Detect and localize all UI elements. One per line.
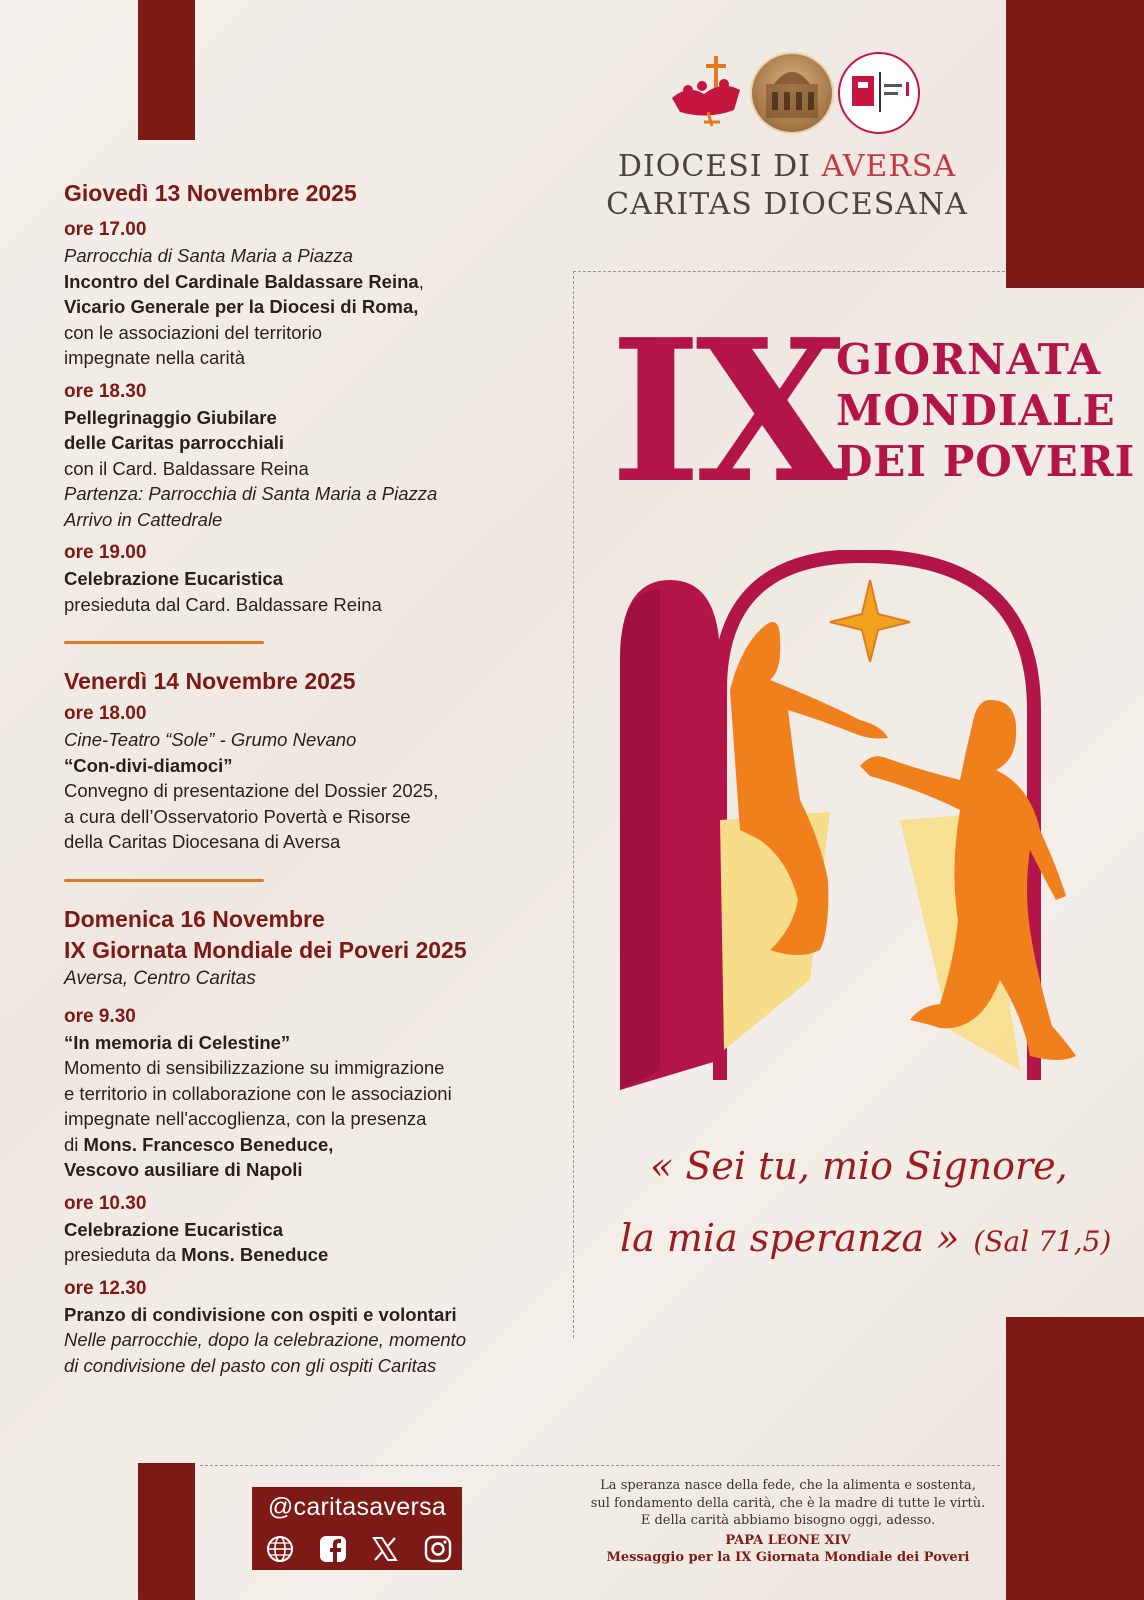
scripture-quote [610, 1130, 1130, 1278]
event-time: ore 19.00 [64, 542, 147, 563]
day-heading: Giovedì 13 Novembre 2025 [64, 180, 357, 206]
cathedral-logo [750, 52, 834, 134]
caritas-pilgrim-logo [668, 50, 748, 132]
dashed-border-top [573, 271, 1005, 272]
org-line-2: CARITAS DIOCESANA [606, 187, 968, 222]
section-divider [64, 879, 264, 882]
event-line: presieduta dal Card. Baldassare Reina [64, 593, 382, 615]
event-place: Parrocchia di Santa Maria a Piazza [64, 245, 353, 266]
event-item [64, 1276, 564, 1379]
event-item [64, 540, 564, 617]
event-line: Arrivo in Cattedrale [64, 508, 223, 530]
event-line: Vescovo ausiliare di Napoli [64, 1159, 303, 1180]
program-column [64, 178, 564, 1378]
event-line: e territorio in collaborazione con le associazioni [64, 1082, 452, 1104]
quote-line-1: « Sei tu, mio Signore, [650, 1144, 1068, 1188]
x-icon[interactable] [369, 1533, 401, 1565]
caritas-aversa-logo [838, 52, 920, 134]
decor-bar-top-left [138, 0, 195, 140]
event-line: Pranzo di condivisione con ospiti e volontari [64, 1303, 457, 1325]
day-heading: Domenica 16 Novembre [64, 905, 325, 932]
event-line: impegnate nell'accoglienza, con la presenza [64, 1108, 427, 1129]
message-source: Messaggio per la IX Giornata Mondiale dei Poveri [606, 1550, 970, 1565]
instagram-icon[interactable] [422, 1533, 454, 1565]
org-line-1: DIOCESI DI AVERSA [617, 149, 957, 184]
event-line: Momento di sensibilizzazione su immigrazione [64, 1057, 445, 1078]
message-line: La speranza nasce della fede, che la alimenta e sostenta, [600, 1478, 976, 1493]
social-handle[interactable]: @caritasaversa [267, 1493, 447, 1521]
social-icons [264, 1533, 454, 1565]
event-title: GIORNATA MONDIALE DEI POVERI [836, 335, 1136, 486]
organization-name [570, 148, 1004, 224]
event-item [64, 1191, 564, 1268]
event-line: di condivisione del pasto con gli ospiti Caritas [64, 1354, 437, 1376]
event-line: Partenza: Parrocchia di Santa Maria a Piazza [64, 483, 438, 504]
event-time: ore 10.30 [64, 1192, 147, 1214]
event-line: con il Card. Baldassare Reina [64, 457, 309, 479]
decor-bar-top-right [1006, 0, 1144, 288]
partner-logos [668, 50, 920, 132]
quote-reference: (Sal 71,5) [973, 1225, 1112, 1258]
event-time: ore 18.30 [64, 380, 147, 402]
event-line: Pellegrinaggio Giubilare [64, 406, 277, 428]
event-line: di Mons. Francesco Beneduce, [64, 1133, 334, 1155]
poverty-day-logo-illustration [620, 550, 1140, 1100]
day-subtitle: IX Giornata Mondiale dei Poveri 2025 [64, 936, 467, 963]
event-line: “In memoria di Celestine” [64, 1031, 291, 1053]
globe-icon[interactable] [264, 1533, 296, 1565]
day-heading: Venerdì 14 Novembre 2025 [64, 668, 356, 694]
message-author: PAPA LEONE XIV [725, 1532, 851, 1548]
event-line: Celebrazione Eucaristica [64, 568, 284, 589]
message-line: sul fondamento della carità, che è la madre di tutte le virtù. [590, 1495, 986, 1511]
event-time: ore 17.00 [64, 219, 147, 240]
event-item [64, 701, 564, 855]
event-line: Incontro del Cardinale Baldassare Reina, [64, 270, 424, 292]
event-line: delle Caritas parrocchiali [64, 432, 285, 453]
event-line: impegnate nella carità [64, 347, 245, 368]
event-line: Vicario Generale per la Diocesi di Roma, [64, 296, 419, 317]
dashed-border-vertical [573, 271, 574, 1338]
section-divider [64, 641, 264, 644]
event-line: Nelle parrocchie, dopo la celebrazione, momento [64, 1329, 467, 1350]
event-line: “Con-divi-diamoci” [64, 754, 233, 776]
event-time: ore 12.30 [64, 1277, 147, 1299]
event-line: a cura dell’Osservatorio Povertà e Risorse [64, 805, 411, 827]
facebook-icon[interactable] [317, 1533, 349, 1565]
event-line: della Caritas Diocesana di Aversa [64, 831, 341, 852]
event-line: con le associazioni del territorio [64, 321, 323, 343]
event-time: ore 18.00 [64, 703, 147, 724]
day-location: Aversa, Centro Caritas [64, 967, 256, 989]
event-time: ore 9.30 [64, 1005, 136, 1027]
decor-bar-bottom-right [1006, 1317, 1144, 1600]
event-item [64, 379, 564, 533]
event-line: Celebrazione Eucaristica [64, 1218, 284, 1240]
event-line: presieduta da Mons. Beneduce [64, 1244, 329, 1265]
event-place: Cine-Teatro “Sole” - Grumo Nevano [64, 729, 357, 750]
papal-message [578, 1477, 998, 1567]
decor-bar-bottom-left [138, 1463, 195, 1600]
event-line: Convegno di presentazione del Dossier 2025, [64, 780, 439, 801]
roman-numeral-title: IX [610, 297, 842, 527]
event-item [64, 1004, 564, 1183]
dashed-border-bottom [200, 1465, 1000, 1466]
event-item [64, 217, 564, 371]
quote-line-2: la mia speranza » (Sal 71,5) [620, 1216, 1112, 1260]
message-line: E della carità abbiamo bisogno oggi, adesso. [640, 1513, 936, 1528]
social-box [252, 1487, 462, 1570]
